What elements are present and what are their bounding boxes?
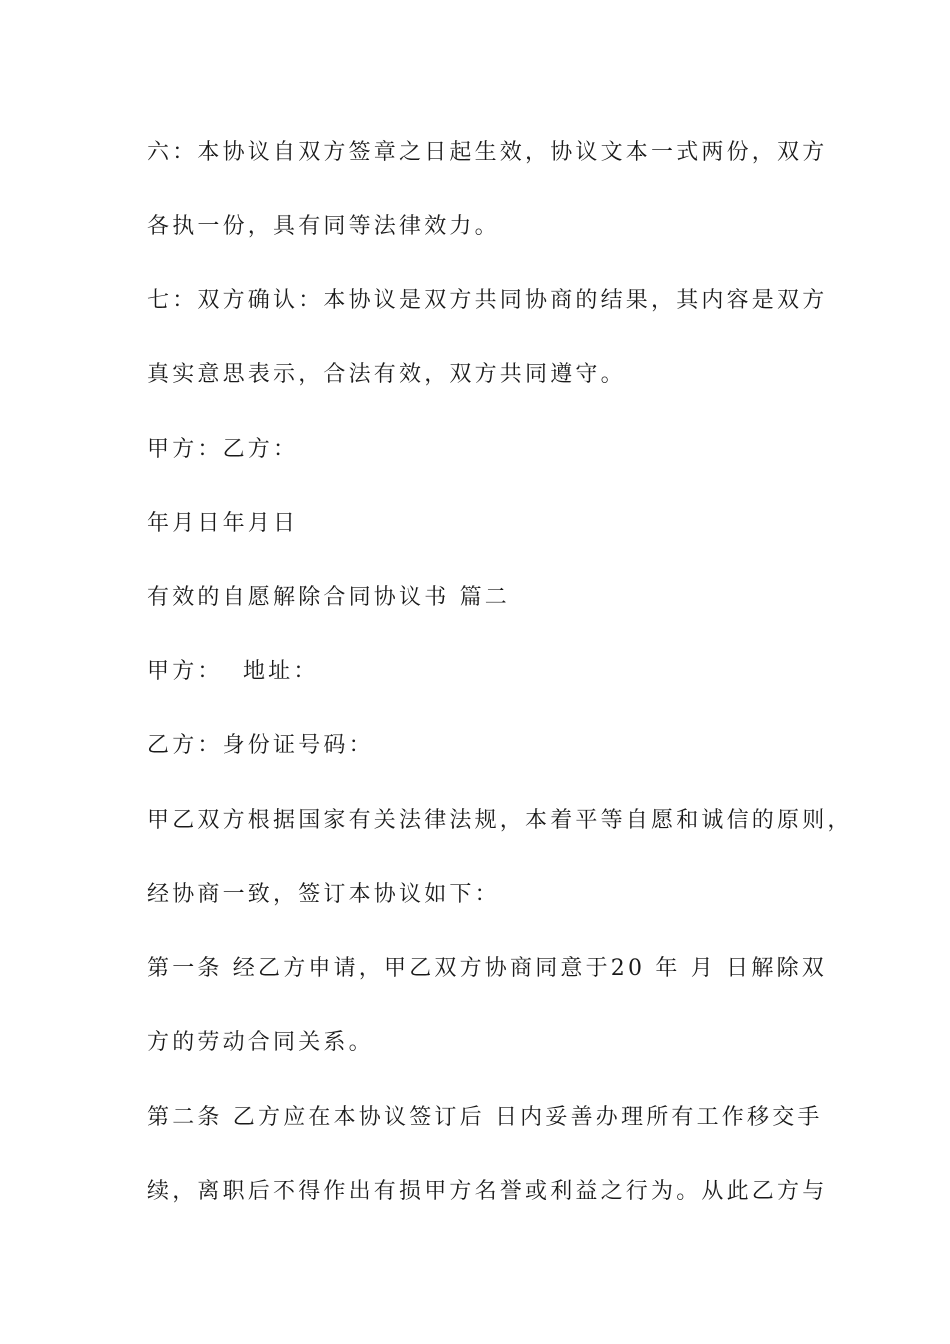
party-b-line: 乙方：身份证号码： <box>147 733 374 758</box>
paragraph-line: 七：双方确认：本协议是双方共同协商的结果，其内容是双方 <box>147 288 828 313</box>
signature-party-line: 甲方：乙方： <box>147 437 299 462</box>
section-title: 有效的自愿解除合同协议书 篇二 <box>147 585 510 610</box>
paragraph-line: 续，离职后不得作出有损甲方名誉或利益之行为。从此乙方与 <box>147 1179 828 1204</box>
paragraph-line: 经协商一致，签订本协议如下： <box>147 882 500 907</box>
paragraph-line: 真实意思表示，合法有效，双方共同遵守。 <box>147 362 626 387</box>
paragraph-line: 各执一份，具有同等法律效力。 <box>147 214 500 239</box>
paragraph-line: 甲乙双方根据国家有关法律法规，本着平等自愿和诚信的原则， <box>147 808 853 833</box>
party-a-line: 甲方： 地址： <box>147 659 319 684</box>
signature-date-line: 年月日年月日 <box>147 511 299 536</box>
article-two-line: 第二条 乙方应在本协议签订后 日内妥善办理所有工作移交手 <box>147 1105 823 1130</box>
paragraph-line: 六：本协议自双方签章之日起生效，协议文本一式两份，双方 <box>147 140 828 165</box>
article-one-line: 第一条 经乙方申请，甲乙双方协商同意于20 年 月 日解除双 <box>147 956 827 981</box>
paragraph-line: 方的劳动合同关系。 <box>147 1030 374 1055</box>
